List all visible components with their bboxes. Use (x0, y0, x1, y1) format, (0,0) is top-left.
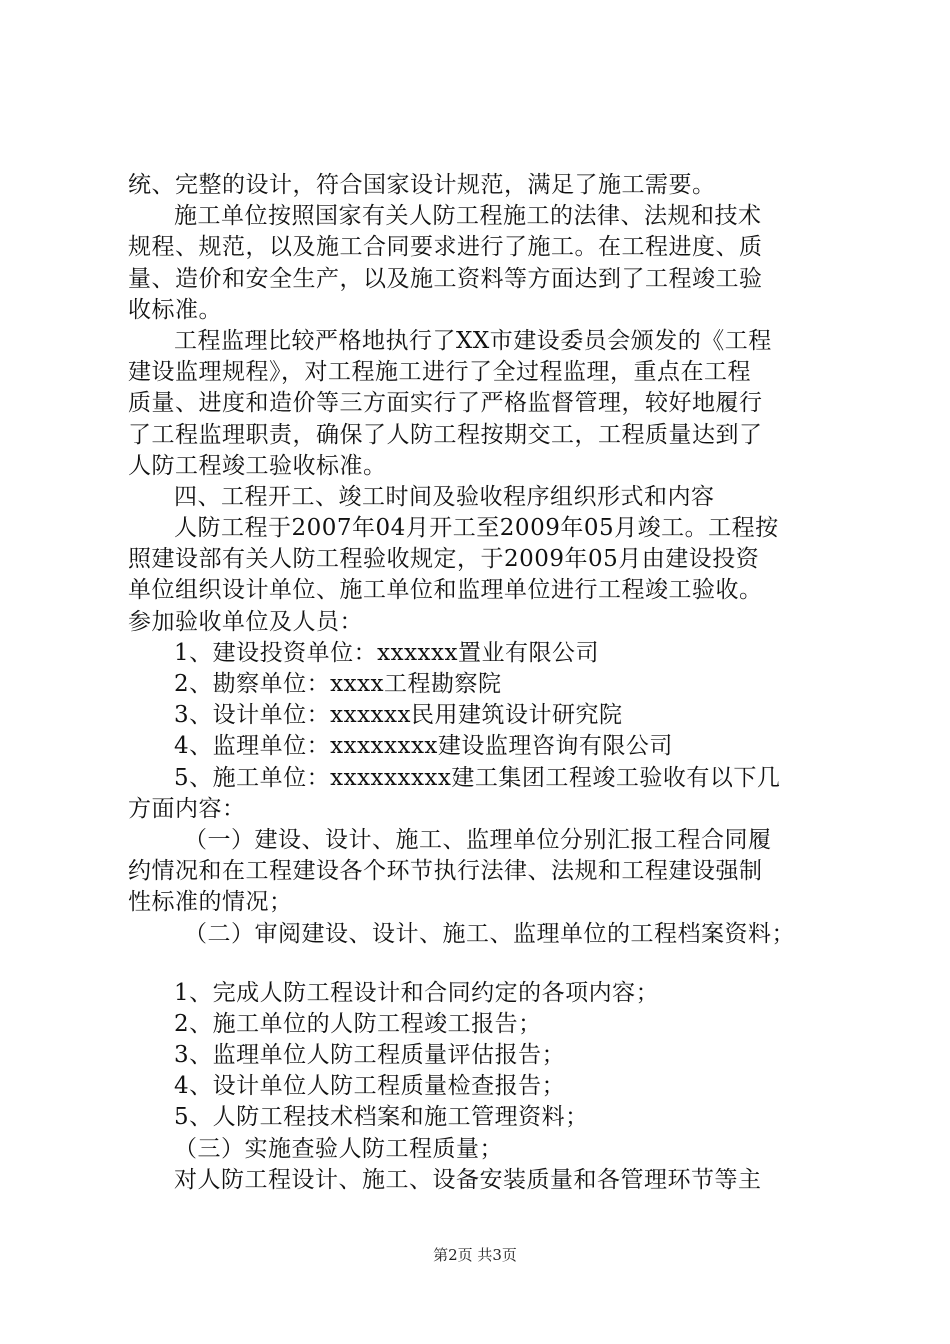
section-heading: 四、工程开工、竣工时间及验收程序组织形式和内容 (174, 483, 715, 510)
text-line: 性标准的情况； (128, 889, 293, 916)
text-line: （二）审阅建设、设计、施工、监理单位的工程档案资料； (184, 920, 795, 947)
text-line: （一）建设、设计、施工、监理单位分别汇报工程合同履 (184, 826, 772, 853)
list-item: 5、施工单位：xxxxxxxxx建工集团工程竣工验收有以下几 (174, 764, 781, 791)
document-body (128, 170, 848, 1196)
page-number-footer: 第2页 共3页 (433, 1246, 517, 1264)
list-item: 1、完成人防工程设计和合同约定的各项内容； (174, 979, 660, 1006)
text-line: 单位组织设计单位、施工单位和监理单位进行工程竣工验收。 (128, 577, 763, 604)
paragraph-gap (128, 950, 848, 978)
list-item: 2、施工单位的人防工程竣工报告； (174, 1010, 542, 1037)
text-line: 人防工程竣工验收标准。 (128, 452, 387, 479)
text-line: 规程、规范，以及施工合同要求进行了施工。在工程进度、质 (128, 234, 763, 261)
text-line: 对人防工程设计、施工、设备安装质量和各管理环节等主 (174, 1166, 762, 1193)
text-line: 照建设部有关人防工程验收规定，于2009年05月由建设投资 (128, 546, 760, 573)
text-line: （三）实施查验人防工程质量； (174, 1135, 503, 1162)
text-line: 建设监理规程》，对工程施工进行了全过程监理，重点在工程 (128, 359, 751, 386)
list-item: 1、建设投资单位：xxxxxx置业有限公司 (174, 639, 599, 666)
list-item: 4、监理单位：xxxxxxxx建设监理咨询有限公司 (174, 733, 673, 760)
list-item: 4、设计单位人防工程质量检查报告； (174, 1073, 566, 1100)
list-item: 2、勘察单位：xxxx工程勘察院 (174, 671, 502, 697)
text-line: 了工程监理职责，确保了人防工程按期交工，工程质量达到了 (128, 421, 763, 448)
list-item: 3、设计单位：xxxxxx民用建筑设计研究院 (174, 702, 623, 729)
text-line: 收标准。 (128, 296, 222, 323)
list-item: 5、人防工程技术档案和施工管理资料； (174, 1104, 589, 1131)
text-line: 工程监理比较严格地执行了XX市建设委员会颁发的《工程 (174, 327, 772, 354)
text-line: 统、完整的设计，符合国家设计规范，满足了施工需要。 (128, 172, 716, 198)
text-line: 参加验收单位及人员： (128, 608, 363, 635)
text-line: 质量、进度和造价等三方面实行了严格监督管理，较好地履行 (128, 390, 763, 417)
text-line: 约情况和在工程建设各个环节执行法律、法规和工程建设强制 (128, 858, 763, 885)
text-line: 人防工程于2007年04月开工至2009年05月竣工。工程按 (174, 515, 779, 542)
text-line: 方面内容： (128, 795, 246, 822)
list-item: 3、监理单位人防工程质量评估报告； (174, 1042, 566, 1069)
text-line: 量、造价和安全生产，以及施工资料等方面达到了工程竣工验 (128, 265, 763, 292)
text-line: 施工单位按照国家有关人防工程施工的法律、法规和技术 (174, 203, 762, 230)
